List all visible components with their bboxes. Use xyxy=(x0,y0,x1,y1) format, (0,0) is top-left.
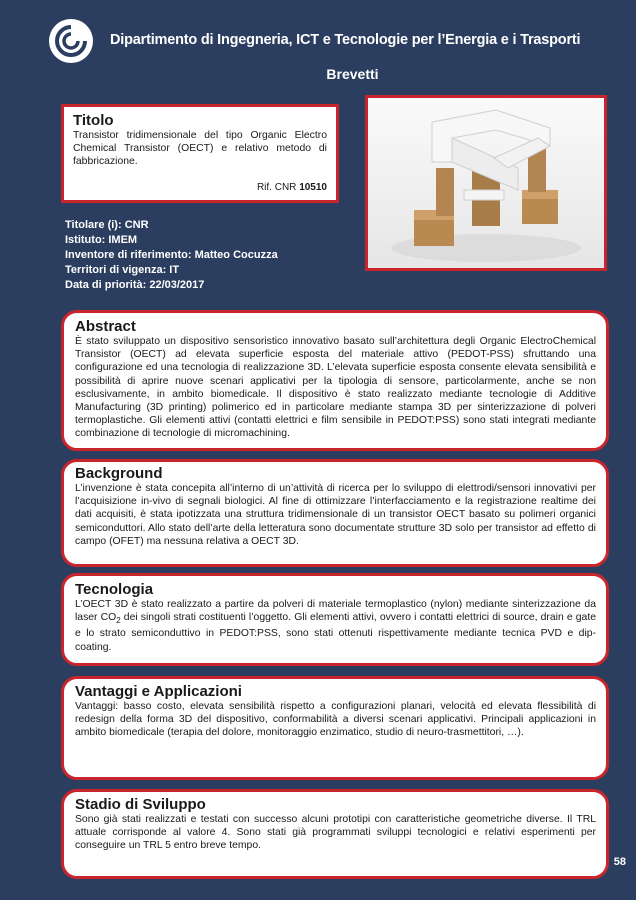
reference-label: Rif. CNR xyxy=(256,182,297,193)
development-stage-card xyxy=(61,789,609,879)
advantages-heading: Vantaggi e Applicazioni xyxy=(75,683,242,700)
abstract-card xyxy=(61,310,609,451)
cnr-logo xyxy=(48,18,94,64)
oect-3d-device-image xyxy=(368,98,604,268)
technology-card xyxy=(61,573,609,666)
technology-text-part-1: L’OECT 3D è stato realizzato a partire da polveri di materiale termoplastico (nylon) mediante sinterizzazione da laser CO xyxy=(75,599,596,624)
device-photo xyxy=(365,95,607,271)
patent-info xyxy=(65,218,278,293)
co2-subscript: 2 xyxy=(116,616,121,626)
reference-number: 10510 xyxy=(299,182,327,193)
technology-heading: Tecnologia xyxy=(75,581,154,598)
technology-text xyxy=(75,598,596,654)
department-title: Dipartimento di Ingegneria, ICT e Tecnologie per l’Energia e i Trasporti xyxy=(110,32,581,48)
territories: Territori di vigenza: IT xyxy=(65,264,180,276)
priority-date: Data di priorità: 22/03/2017 xyxy=(65,279,205,291)
development-stage-heading: Stadio di Sviluppo xyxy=(75,796,206,813)
technology-text-part-2: dei singoli strati costituenti l’oggetto. Gli elementi attivi, ovvero i contatti elettrici di source, drain e gate e lo strato semiconduttivo in PEDOT:PSS, sono stati ottenuti rispettivamente mediante tecnica PVD e dip-coating. xyxy=(75,612,596,653)
section-title: Brevetti xyxy=(326,66,379,82)
advantages-text: Vantaggi: basso costo, elevata sensibilità rispetto a configurazioni planari, velocità ed elevata flessibilità di redesign della forma 3D del dispositivo, conformabilità a diversi scenari applicativi. Principali applicazioni in ambito biomedicale (terapia del dolore, monitoraggio enzimatico, studio di neuro-trasmettitori, …). xyxy=(75,701,596,739)
title-card xyxy=(61,104,339,203)
page-number: 58 xyxy=(613,856,626,868)
abstract-heading: Abstract xyxy=(75,318,136,335)
title-heading: Titolo xyxy=(73,112,114,129)
reference xyxy=(257,182,327,193)
background-heading: Background xyxy=(75,465,163,482)
development-stage-text: Sono già stati realizzati e testati con successo alcuni prototipi con caratteristiche geometriche diverse. Il TRL attuale corrisponde al valore 4. Sono stati già programmati sviluppi tecnologici e relativi esperimenti per conseguire un TRL 5 entro breve tempo. xyxy=(75,814,596,852)
holder: Titolare (i): CNR xyxy=(65,219,149,231)
abstract-text: È stato sviluppato un dispositivo sensoristico innovativo basato sull’architettura degli Organic ElectroChemical Transistor (OECT) ad elevata superficie esposta del materiale attivo (PEDOT-PSS) sfruttando una configurazione ed una tecnologia di realizzazione 3D. L’elevata superficie esposta consente elevata sensibilità e possibilità di aprire nuove scenari applicativi per la tipologia di sensore, particolarmente, anche se non esclusivamente, in ambito biomedicale. Il dispositivo è stato realizzato mediante tecnologie di Additive Manufacturing (3D printing) polimerico ed in particolare mediante stampa 3D per sinterizzazione di polveri termoplastiche. Gli elementi attivi (contatti elettrici e film sensibile in PEDOT:PSS) sono stati integrati mediante combinazione di tecnologie di micromachining. xyxy=(75,336,596,440)
background-card xyxy=(61,459,609,567)
institute: Istituto: IMEM xyxy=(65,234,138,246)
background-text: L’invenzione è stata concepita all’interno di un’attività di ricerca per lo sviluppo di elettrodi/sensori innovativi per l’acquisizione in-vivo di segnali biologici. Al fine di ottimizzare l’interfacciamento e la registrazione realtime dei dati acquisiti, è stata ipotizzata una struttura tridimensionale di un transistor OECT basato su polimeri organici semiconduttori. Allo stato dell’arte della letteratura sono documentate strutture 3D solo per transistor ad effetto di campo (OFET) ma nessuna relativa a OECT 3D. xyxy=(75,483,596,547)
title-text: Transistor tridimensionale del tipo Organic Electro Chemical Transistor (OECT) e relativo metodo di fabbricazione. xyxy=(73,130,327,168)
advantages-card xyxy=(61,676,609,780)
inventor: Inventore di riferimento: Matteo Cocuzza xyxy=(65,249,278,261)
